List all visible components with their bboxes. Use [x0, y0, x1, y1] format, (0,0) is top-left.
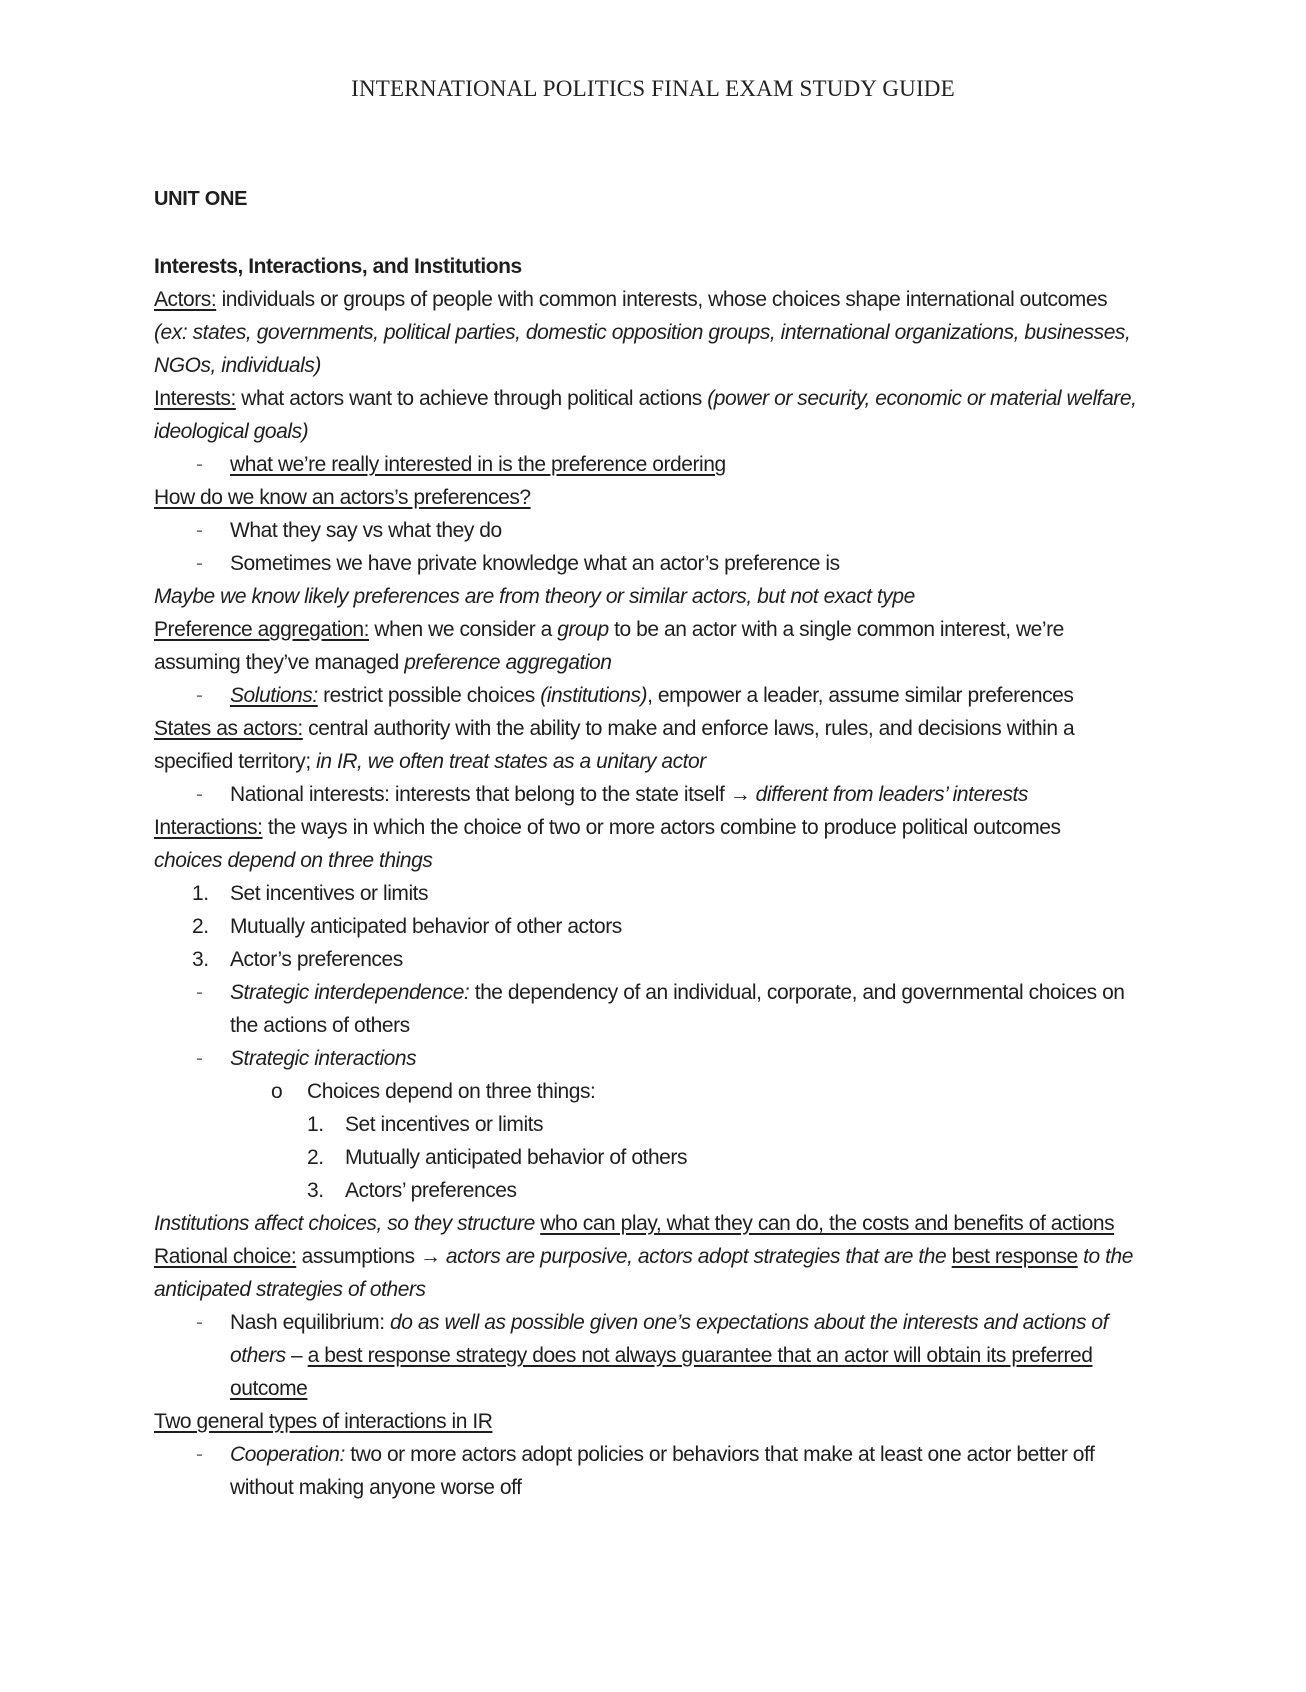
numbered-item [154, 877, 1144, 910]
text-span: National interests: interests that belong to the state itself [230, 783, 730, 806]
text-span: Choices depend on three things: [307, 1080, 596, 1103]
list-item [154, 1306, 1144, 1405]
interactions-term: Interactions: [154, 816, 263, 839]
text-span: two or more actors adopt policies or behaviors that make at least one actor better off without making anyone worse off [230, 1443, 1095, 1499]
actors-term: Actors: [154, 288, 217, 311]
text-span: Set incentives or limits [230, 882, 429, 905]
text-span: different from leaders’ interests [750, 783, 1028, 806]
arrow-icon: → [419, 1245, 441, 1268]
interactions-definition [154, 811, 1144, 844]
dash-marker: - [196, 552, 203, 575]
arrow-icon: → [729, 783, 751, 806]
list-item [154, 448, 1144, 481]
text-span: to the anticipated strategies of others [154, 1245, 1133, 1301]
dash-marker: - [196, 783, 203, 806]
text-span: Set incentives or limits [345, 1113, 544, 1136]
dash-marker: - [196, 1047, 203, 1070]
text-span: the dependency of an individual, corporate, and governmental choices on the actions of others [230, 981, 1125, 1037]
numbered-item [154, 1141, 1144, 1174]
numbered-item [154, 910, 1144, 943]
interests-text: what actors want to achieve through political actions [235, 387, 708, 410]
text-span: – [285, 1344, 308, 1367]
document-title: INTERNATIONAL POLITICS FINAL EXAM STUDY GUIDE [351, 76, 955, 101]
preference-aggregation-term: Preference aggregation: [154, 618, 369, 641]
list-item [154, 679, 1144, 712]
list-item-text: What they say vs what they do [230, 519, 502, 542]
text-span: Strategic interactions [230, 1047, 417, 1070]
list-item [154, 547, 1144, 580]
text-span: Actor’s preferences [230, 948, 403, 971]
numbered-item [154, 1174, 1144, 1207]
text-span: best response [951, 1245, 1078, 1268]
interactions-subline: choices depend on three things [154, 849, 433, 872]
number-marker: 3. [307, 1179, 324, 1202]
states-definition [154, 712, 1144, 778]
text-span: , empower a leader, assume similar preferences [647, 684, 1074, 707]
text-span: Nash equilibrium: [230, 1311, 390, 1334]
text-span: do as well as possible given one’s expectations about the interests and actions of others [230, 1311, 1109, 1367]
preference-aggregation-definition [154, 613, 1144, 679]
actors-definition [154, 283, 1144, 382]
actors-text: individuals or groups of people with common interests, whose choices shape international outcomes [216, 288, 1108, 311]
preferences-question: How do we know an actors’s preferences? [154, 486, 531, 509]
text-span: central authority with the ability to make and enforce laws, rules, and decisions within a specified territory; [154, 717, 1075, 773]
text-span: (institutions) [540, 684, 648, 707]
number-marker: 1. [307, 1113, 324, 1136]
text-span: preference aggregation [404, 651, 612, 674]
list-item [154, 1438, 1144, 1504]
text-span: the ways in which the choice of two or more actors combine to produce political outcomes [262, 816, 1061, 839]
list-item-text: Sometimes we have private knowledge what an actor’s preference is [230, 552, 840, 575]
text-span: group [557, 618, 609, 641]
dash-marker: - [196, 519, 203, 542]
interests-definition [154, 382, 1144, 448]
list-item [154, 976, 1144, 1042]
interests-term: Interests: [154, 387, 236, 410]
number-marker: 3. [192, 948, 209, 971]
states-term: States as actors: [154, 717, 303, 740]
text-span: who can play, what they can do, the costs and benefits of actions [540, 1212, 1115, 1235]
dash-marker: - [196, 1443, 203, 1466]
solutions-label: Solutions: [230, 684, 318, 707]
text-span: when we consider a [368, 618, 558, 641]
interaction-types-heading: Two general types of interactions in IR [154, 1410, 493, 1433]
dash-marker: - [196, 1311, 203, 1334]
number-marker: 2. [192, 915, 209, 938]
list-item [154, 1042, 1144, 1075]
numbered-item [154, 1108, 1144, 1141]
interests-bullet: what we’re really interested in is the preference ordering [230, 453, 726, 476]
document-body [154, 250, 1144, 1504]
text-span: Institutions affect choices, so they structure [154, 1212, 541, 1235]
text-span: actors are purposive, actors adopt strategies that are the [440, 1245, 952, 1268]
section-heading: Interests, Interactions, and Institutions [154, 255, 522, 278]
numbered-item [154, 943, 1144, 976]
interests-examples: (power or security, economic or material welfare, ideological goals) [154, 387, 1137, 443]
text-span: Mutually anticipated behavior of other actors [230, 915, 622, 938]
dash-marker: - [196, 453, 203, 476]
actors-examples: (ex: states, governments, political parties, domestic opposition groups, international organizations, businesses, NGOs, individuals) [154, 321, 1131, 377]
rational-choice-definition [154, 1240, 1144, 1306]
preferences-note: Maybe we know likely preferences are from theory or similar actors, but not exact type [154, 585, 915, 608]
text-span: Strategic interdependence: [230, 981, 470, 1004]
number-marker: 1. [192, 882, 209, 905]
dash-marker: - [196, 684, 203, 707]
text-span: Cooperation: [230, 1443, 345, 1466]
text-span: restrict possible choices [317, 684, 541, 707]
text-span: Actors’ preferences [345, 1179, 517, 1202]
list-item [154, 778, 1144, 811]
rational-choice-term: Rational choice: [154, 1245, 297, 1268]
number-marker: 2. [307, 1146, 324, 1169]
text-span: assumptions [296, 1245, 420, 1268]
institutions-note [154, 1207, 1144, 1240]
text-span: a best response strategy does not always guarantee that an actor will obtain its preferred outcome [230, 1344, 1093, 1400]
text-span: in IR, we often treat states as a unitary actor [316, 750, 706, 773]
text-span: to be an actor with a single common interest, we’re assuming they’ve managed [154, 618, 1064, 674]
unit-heading: UNIT ONE [154, 188, 248, 210]
dash-marker: - [196, 981, 203, 1004]
list-item [154, 1075, 1144, 1108]
circle-bullet-icon: o [271, 1080, 283, 1103]
text-span: Mutually anticipated behavior of others [345, 1146, 687, 1169]
list-item [154, 514, 1144, 547]
